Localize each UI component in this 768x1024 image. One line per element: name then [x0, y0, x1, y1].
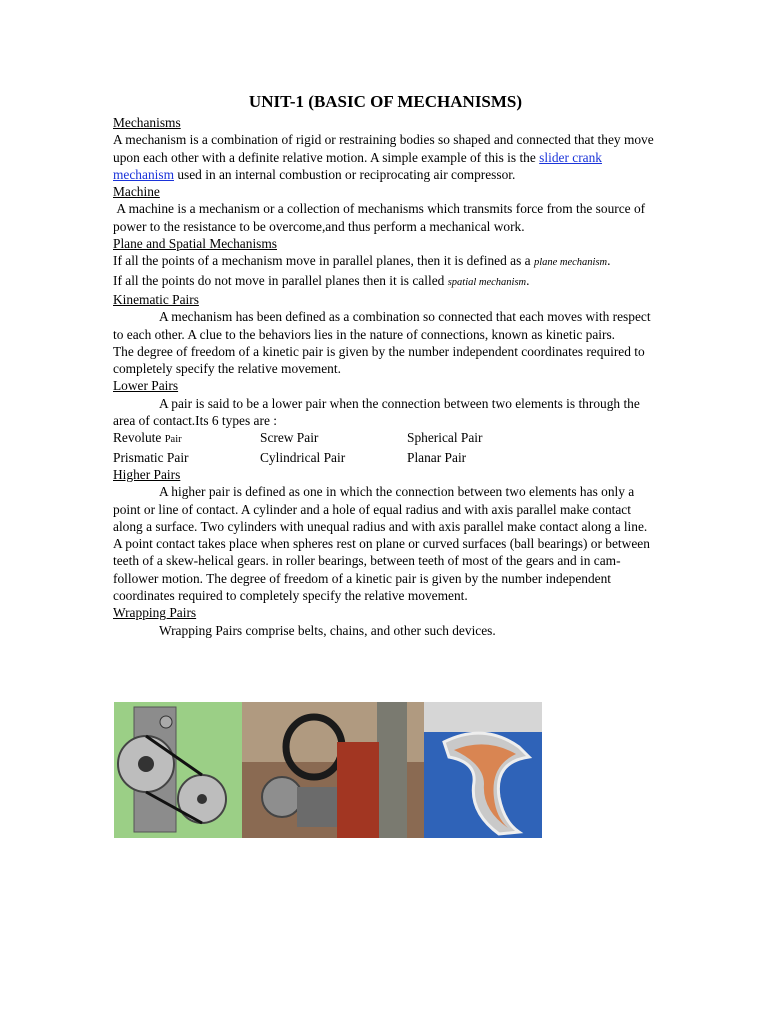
heading-lower-pairs: Lower Pairs: [113, 378, 179, 394]
mechanisms-text-end: used in an internal combustion or reciprocating air compressor.: [173, 166, 516, 182]
heading-kinematic-pairs: Kinematic Pairs: [113, 291, 199, 307]
belt-drive-photo-image: [242, 702, 424, 838]
heading-wrapping-pairs: Wrapping Pairs: [113, 605, 197, 621]
pair-type-revolute: [113, 429, 260, 448]
heading-mechanisms: Mechanisms: [113, 115, 181, 130]
slider-crank-link[interactable]: slider crank mechanism: [113, 149, 603, 182]
revolute-pair-label: Pair: [164, 434, 182, 446]
lower-pairs-paragraph: A pair is said to be a lower pair when the connection between two elements is through the area of contact.Its 6 types are :: [113, 395, 640, 429]
mechanisms-paragraph: [113, 131, 658, 183]
wrapping-pairs-paragraph: Wrapping Pairs comprise belts, chains, and other such devices.: [159, 622, 496, 638]
pair-type-screw: Screw Pair: [260, 430, 319, 446]
plane-text-end: .: [607, 253, 611, 269]
belt-pulley-diagram-image: [114, 702, 242, 838]
pair-type-cylindrical: Cylindrical Pair: [260, 449, 346, 465]
spatial-mechanism-line: [113, 272, 658, 291]
kinematic-paragraph-2: The degree of freedom of a kinetic pair is given by the number independent coordinates required to completely specify the relative movement.: [113, 343, 645, 377]
pair-type-planar: Planar Pair: [407, 449, 467, 465]
spatial-mechanism-term: spatial mechanism: [447, 276, 527, 288]
spatial-text: If all the points do not move in parallel planes then it is called: [113, 272, 448, 288]
plane-mechanism-line: [113, 252, 658, 271]
wrapping-pairs-images: [114, 702, 542, 838]
lower-pair-row-1: [113, 429, 658, 448]
plane-text: If all the points of a mechanism move in parallel planes, then it is defined as a: [113, 253, 534, 269]
lower-pair-row-2: [113, 449, 658, 466]
heading-plane-spatial: Plane and Spatial Mechanisms: [113, 236, 278, 252]
pair-type-prismatic: Prismatic Pair: [113, 449, 189, 465]
machine-paragraph: A machine is a mechanism or a collection of mechanisms which transmits force from the source of power to the resistance to be overcome,and thus perform a mechanical work.: [113, 201, 649, 234]
document-page: [113, 92, 658, 639]
heading-machine: Machine: [113, 184, 160, 200]
revolute-label: Revolute: [113, 430, 162, 446]
mechanisms-text: A mechanism is a combination of rigid or restraining bodies so shaped and connected that they move upon each other with a definite relative motion. A simple example of this is the: [113, 132, 654, 165]
higher-pairs-paragraph: A higher pair is defined as one in which the connection between two elements has only a point or line of contact. A cylinder and a hole of equal radius and with axis parallel make contact along a surface. Two cylinders with unequal radius and with axis parallel make contact along a line. A point contact takes place when spheres rest on plane or curved surfaces (ball bearings) or between teeth of a skew-helical gears. in roller bearings, between teeth of most of the gears and in cam-follower motion. The degree of freedom of a kinetic pair is given by the number independent coordinates required to completely specify the relative movement.: [113, 484, 650, 604]
spatial-text-end: .: [526, 272, 530, 288]
kinematic-paragraph-1: A mechanism has been defined as a combination so connected that each moves with respect to each other. A clue to the behaviors lies in the nature of connections, known as kinetic pairs.: [113, 309, 651, 342]
pair-type-spherical: Spherical Pair: [407, 430, 483, 446]
heading-higher-pairs: Higher Pairs: [113, 466, 181, 482]
plane-mechanism-term: plane mechanism: [533, 257, 608, 269]
page-title: UNIT-1 (BASIC OF MECHANISMS): [248, 92, 523, 111]
chain-link-photo-image: [424, 702, 542, 838]
